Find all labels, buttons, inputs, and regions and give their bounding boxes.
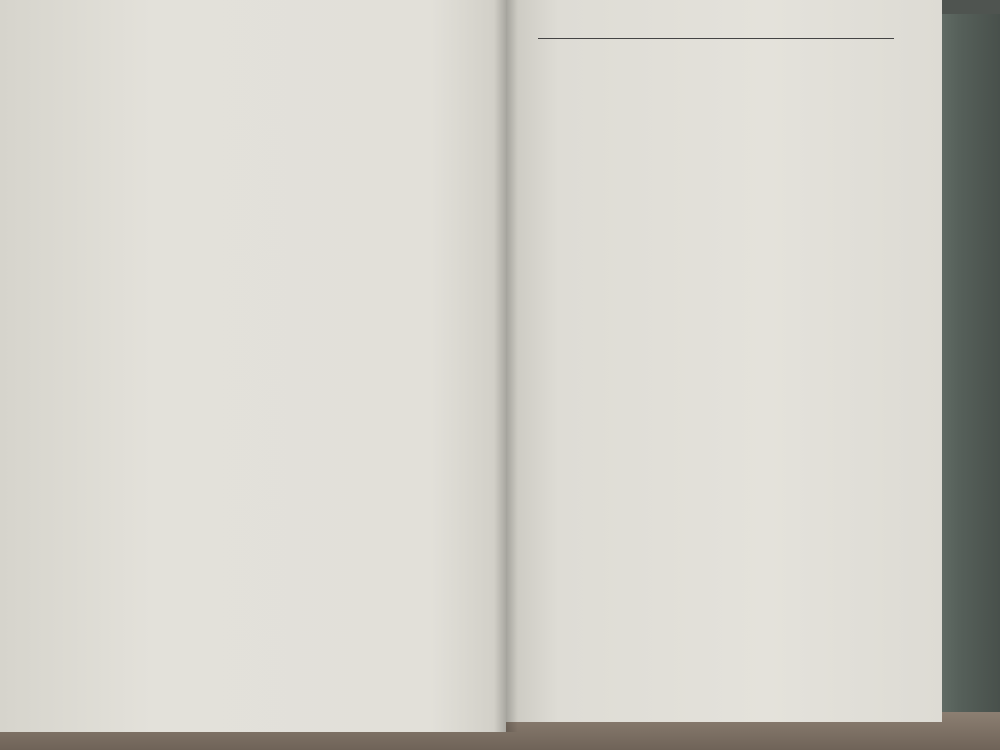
- header-rule: [538, 38, 894, 39]
- left-page: [0, 0, 506, 732]
- right-page: [506, 0, 942, 722]
- book-gutter: [494, 0, 518, 732]
